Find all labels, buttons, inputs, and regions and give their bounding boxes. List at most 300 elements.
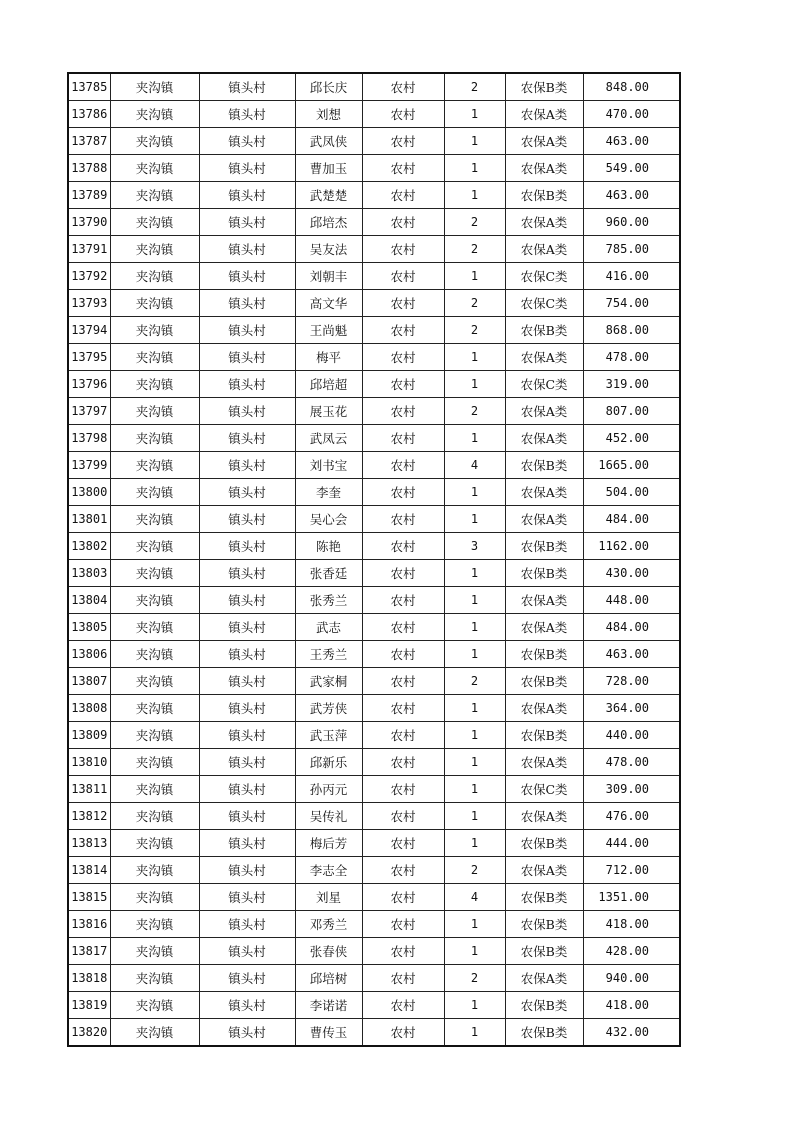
record-id-cell: 13806 xyxy=(68,641,110,668)
member-count-cell: 2 xyxy=(444,398,505,425)
table-row xyxy=(68,830,680,857)
insurance-category-cell: 农保B类 xyxy=(505,182,583,209)
person-name-cell: 吴友法 xyxy=(295,236,362,263)
person-name-cell: 武志 xyxy=(295,614,362,641)
town-cell: 夹沟镇 xyxy=(110,560,199,587)
member-count-cell: 3 xyxy=(444,533,505,560)
person-name-cell: 展玉花 xyxy=(295,398,362,425)
village-cell: 镇头村 xyxy=(199,1019,295,1047)
insurance-category-cell: 农保A类 xyxy=(505,614,583,641)
insurance-category-cell: 农保A类 xyxy=(505,857,583,884)
table-row xyxy=(68,263,680,290)
amount-cell: 848.00 xyxy=(583,73,680,101)
table-row xyxy=(68,776,680,803)
household-type-cell: 农村 xyxy=(362,101,444,128)
insurance-category-cell: 农保A类 xyxy=(505,398,583,425)
person-name-cell: 李奎 xyxy=(295,479,362,506)
amount-cell: 418.00 xyxy=(583,911,680,938)
household-type-cell: 农村 xyxy=(362,749,444,776)
amount-cell: 416.00 xyxy=(583,263,680,290)
household-type-cell: 农村 xyxy=(362,452,444,479)
amount-cell: 309.00 xyxy=(583,776,680,803)
insurance-category-cell: 农保B类 xyxy=(505,73,583,101)
insurance-category-cell: 农保A类 xyxy=(505,479,583,506)
village-cell: 镇头村 xyxy=(199,73,295,101)
person-name-cell: 邱长庆 xyxy=(295,73,362,101)
record-id-cell: 13799 xyxy=(68,452,110,479)
member-count-cell: 1 xyxy=(444,128,505,155)
person-name-cell: 武玉萍 xyxy=(295,722,362,749)
village-cell: 镇头村 xyxy=(199,857,295,884)
record-id-cell: 13817 xyxy=(68,938,110,965)
town-cell: 夹沟镇 xyxy=(110,830,199,857)
person-name-cell: 邱培超 xyxy=(295,371,362,398)
record-id-cell: 13820 xyxy=(68,1019,110,1047)
table-row xyxy=(68,1019,680,1047)
village-cell: 镇头村 xyxy=(199,263,295,290)
amount-cell: 868.00 xyxy=(583,317,680,344)
member-count-cell: 1 xyxy=(444,371,505,398)
member-count-cell: 1 xyxy=(444,587,505,614)
town-cell: 夹沟镇 xyxy=(110,452,199,479)
record-id-cell: 13811 xyxy=(68,776,110,803)
village-cell: 镇头村 xyxy=(199,695,295,722)
town-cell: 夹沟镇 xyxy=(110,506,199,533)
insurance-category-cell: 农保A类 xyxy=(505,236,583,263)
member-count-cell: 1 xyxy=(444,263,505,290)
amount-cell: 478.00 xyxy=(583,344,680,371)
table-row xyxy=(68,965,680,992)
village-cell: 镇头村 xyxy=(199,101,295,128)
town-cell: 夹沟镇 xyxy=(110,263,199,290)
data-sheet xyxy=(67,72,679,1047)
member-count-cell: 2 xyxy=(444,290,505,317)
member-count-cell: 1 xyxy=(444,101,505,128)
person-name-cell: 孙丙元 xyxy=(295,776,362,803)
member-count-cell: 1 xyxy=(444,344,505,371)
village-cell: 镇头村 xyxy=(199,938,295,965)
table-row xyxy=(68,209,680,236)
village-cell: 镇头村 xyxy=(199,803,295,830)
insurance-category-cell: 农保A类 xyxy=(505,425,583,452)
person-name-cell: 邱培杰 xyxy=(295,209,362,236)
person-name-cell: 武凤云 xyxy=(295,425,362,452)
member-count-cell: 1 xyxy=(444,803,505,830)
household-type-cell: 农村 xyxy=(362,884,444,911)
household-type-cell: 农村 xyxy=(362,965,444,992)
member-count-cell: 1 xyxy=(444,182,505,209)
person-name-cell: 王秀兰 xyxy=(295,641,362,668)
town-cell: 夹沟镇 xyxy=(110,992,199,1019)
town-cell: 夹沟镇 xyxy=(110,938,199,965)
table-row xyxy=(68,506,680,533)
insurance-category-cell: 农保A类 xyxy=(505,344,583,371)
person-name-cell: 邱新乐 xyxy=(295,749,362,776)
member-count-cell: 1 xyxy=(444,641,505,668)
member-count-cell: 1 xyxy=(444,425,505,452)
person-name-cell: 李诺诺 xyxy=(295,992,362,1019)
household-type-cell: 农村 xyxy=(362,263,444,290)
member-count-cell: 1 xyxy=(444,938,505,965)
member-count-cell: 1 xyxy=(444,776,505,803)
table-body xyxy=(68,73,680,1046)
record-id-cell: 13798 xyxy=(68,425,110,452)
record-id-cell: 13791 xyxy=(68,236,110,263)
table-row xyxy=(68,128,680,155)
insurance-category-cell: 农保B类 xyxy=(505,533,583,560)
town-cell: 夹沟镇 xyxy=(110,1019,199,1047)
record-id-cell: 13790 xyxy=(68,209,110,236)
record-id-cell: 13805 xyxy=(68,614,110,641)
record-id-cell: 13785 xyxy=(68,73,110,101)
member-count-cell: 2 xyxy=(444,236,505,263)
town-cell: 夹沟镇 xyxy=(110,479,199,506)
household-type-cell: 农村 xyxy=(362,209,444,236)
village-cell: 镇头村 xyxy=(199,587,295,614)
village-cell: 镇头村 xyxy=(199,452,295,479)
table-row xyxy=(68,344,680,371)
town-cell: 夹沟镇 xyxy=(110,398,199,425)
record-id-cell: 13787 xyxy=(68,128,110,155)
insurance-category-cell: 农保A类 xyxy=(505,587,583,614)
record-id-cell: 13793 xyxy=(68,290,110,317)
household-type-cell: 农村 xyxy=(362,560,444,587)
town-cell: 夹沟镇 xyxy=(110,371,199,398)
record-id-cell: 13794 xyxy=(68,317,110,344)
member-count-cell: 2 xyxy=(444,668,505,695)
table-row xyxy=(68,614,680,641)
record-id-cell: 13796 xyxy=(68,371,110,398)
table-row xyxy=(68,155,680,182)
record-id-cell: 13810 xyxy=(68,749,110,776)
insurance-category-cell: 农保A类 xyxy=(505,749,583,776)
record-id-cell: 13786 xyxy=(68,101,110,128)
household-type-cell: 农村 xyxy=(362,695,444,722)
person-name-cell: 刘想 xyxy=(295,101,362,128)
amount-cell: 478.00 xyxy=(583,749,680,776)
amount-cell: 432.00 xyxy=(583,1019,680,1047)
table-row xyxy=(68,452,680,479)
town-cell: 夹沟镇 xyxy=(110,155,199,182)
insurance-category-cell: 农保A类 xyxy=(505,155,583,182)
amount-cell: 418.00 xyxy=(583,992,680,1019)
record-id-cell: 13818 xyxy=(68,965,110,992)
insurance-category-cell: 农保A类 xyxy=(505,506,583,533)
town-cell: 夹沟镇 xyxy=(110,290,199,317)
town-cell: 夹沟镇 xyxy=(110,587,199,614)
village-cell: 镇头村 xyxy=(199,398,295,425)
village-cell: 镇头村 xyxy=(199,830,295,857)
amount-cell: 319.00 xyxy=(583,371,680,398)
insurance-category-cell: 农保A类 xyxy=(505,695,583,722)
table-row xyxy=(68,722,680,749)
table-row xyxy=(68,938,680,965)
record-id-cell: 13807 xyxy=(68,668,110,695)
person-name-cell: 曹加玉 xyxy=(295,155,362,182)
table-row xyxy=(68,749,680,776)
record-id-cell: 13808 xyxy=(68,695,110,722)
insurance-category-cell: 农保B类 xyxy=(505,317,583,344)
amount-cell: 728.00 xyxy=(583,668,680,695)
person-name-cell: 张秀兰 xyxy=(295,587,362,614)
insurance-category-cell: 农保B类 xyxy=(505,668,583,695)
record-id-cell: 13819 xyxy=(68,992,110,1019)
person-name-cell: 梅平 xyxy=(295,344,362,371)
person-name-cell: 武楚楚 xyxy=(295,182,362,209)
table-row xyxy=(68,182,680,209)
household-type-cell: 农村 xyxy=(362,371,444,398)
insurance-category-cell: 农保B类 xyxy=(505,722,583,749)
amount-cell: 428.00 xyxy=(583,938,680,965)
insurance-category-cell: 农保B类 xyxy=(505,992,583,1019)
household-type-cell: 农村 xyxy=(362,182,444,209)
person-name-cell: 刘书宝 xyxy=(295,452,362,479)
household-type-cell: 农村 xyxy=(362,479,444,506)
household-type-cell: 农村 xyxy=(362,614,444,641)
town-cell: 夹沟镇 xyxy=(110,695,199,722)
member-count-cell: 1 xyxy=(444,560,505,587)
person-name-cell: 曹传玉 xyxy=(295,1019,362,1047)
village-cell: 镇头村 xyxy=(199,344,295,371)
amount-cell: 1162.00 xyxy=(583,533,680,560)
amount-cell: 463.00 xyxy=(583,182,680,209)
town-cell: 夹沟镇 xyxy=(110,749,199,776)
household-type-cell: 农村 xyxy=(362,155,444,182)
member-count-cell: 1 xyxy=(444,155,505,182)
insurance-category-cell: 农保C类 xyxy=(505,776,583,803)
table-row xyxy=(68,911,680,938)
town-cell: 夹沟镇 xyxy=(110,965,199,992)
amount-cell: 476.00 xyxy=(583,803,680,830)
amount-cell: 444.00 xyxy=(583,830,680,857)
insurance-category-cell: 农保A类 xyxy=(505,803,583,830)
village-cell: 镇头村 xyxy=(199,722,295,749)
person-name-cell: 刘朝丰 xyxy=(295,263,362,290)
household-type-cell: 农村 xyxy=(362,317,444,344)
village-cell: 镇头村 xyxy=(199,911,295,938)
insurance-category-cell: 农保B类 xyxy=(505,938,583,965)
person-name-cell: 王尚魁 xyxy=(295,317,362,344)
insurance-category-cell: 农保B类 xyxy=(505,911,583,938)
record-id-cell: 13816 xyxy=(68,911,110,938)
record-id-cell: 13797 xyxy=(68,398,110,425)
insurance-category-cell: 农保A类 xyxy=(505,128,583,155)
table-row xyxy=(68,992,680,1019)
table-row xyxy=(68,290,680,317)
town-cell: 夹沟镇 xyxy=(110,722,199,749)
table-row xyxy=(68,668,680,695)
town-cell: 夹沟镇 xyxy=(110,182,199,209)
amount-cell: 430.00 xyxy=(583,560,680,587)
town-cell: 夹沟镇 xyxy=(110,668,199,695)
household-type-cell: 农村 xyxy=(362,587,444,614)
household-type-cell: 农村 xyxy=(362,722,444,749)
village-cell: 镇头村 xyxy=(199,614,295,641)
table-row xyxy=(68,857,680,884)
insurance-category-cell: 农保B类 xyxy=(505,1019,583,1047)
record-id-cell: 13812 xyxy=(68,803,110,830)
household-type-cell: 农村 xyxy=(362,533,444,560)
member-count-cell: 1 xyxy=(444,479,505,506)
household-type-cell: 农村 xyxy=(362,398,444,425)
person-name-cell: 武芳侠 xyxy=(295,695,362,722)
record-id-cell: 13802 xyxy=(68,533,110,560)
member-count-cell: 2 xyxy=(444,73,505,101)
village-cell: 镇头村 xyxy=(199,479,295,506)
village-cell: 镇头村 xyxy=(199,560,295,587)
member-count-cell: 1 xyxy=(444,722,505,749)
amount-cell: 484.00 xyxy=(583,506,680,533)
household-type-cell: 农村 xyxy=(362,668,444,695)
person-name-cell: 吴传礼 xyxy=(295,803,362,830)
member-count-cell: 2 xyxy=(444,965,505,992)
record-id-cell: 13813 xyxy=(68,830,110,857)
amount-cell: 448.00 xyxy=(583,587,680,614)
village-cell: 镇头村 xyxy=(199,506,295,533)
amount-cell: 470.00 xyxy=(583,101,680,128)
household-type-cell: 农村 xyxy=(362,911,444,938)
town-cell: 夹沟镇 xyxy=(110,344,199,371)
record-id-cell: 13800 xyxy=(68,479,110,506)
household-type-cell: 农村 xyxy=(362,857,444,884)
amount-cell: 712.00 xyxy=(583,857,680,884)
person-name-cell: 李志全 xyxy=(295,857,362,884)
record-id-cell: 13789 xyxy=(68,182,110,209)
household-type-cell: 农村 xyxy=(362,344,444,371)
member-count-cell: 2 xyxy=(444,857,505,884)
insurance-category-cell: 农保B类 xyxy=(505,452,583,479)
amount-cell: 785.00 xyxy=(583,236,680,263)
table-row xyxy=(68,371,680,398)
village-cell: 镇头村 xyxy=(199,182,295,209)
person-name-cell: 陈艳 xyxy=(295,533,362,560)
person-name-cell: 刘星 xyxy=(295,884,362,911)
record-id-cell: 13803 xyxy=(68,560,110,587)
record-id-cell: 13788 xyxy=(68,155,110,182)
record-id-cell: 13809 xyxy=(68,722,110,749)
table-row xyxy=(68,425,680,452)
town-cell: 夹沟镇 xyxy=(110,533,199,560)
table-row xyxy=(68,695,680,722)
person-name-cell: 邱培树 xyxy=(295,965,362,992)
town-cell: 夹沟镇 xyxy=(110,884,199,911)
table-row xyxy=(68,560,680,587)
household-type-cell: 农村 xyxy=(362,128,444,155)
member-count-cell: 1 xyxy=(444,506,505,533)
table-row xyxy=(68,236,680,263)
household-type-cell: 农村 xyxy=(362,803,444,830)
record-id-cell: 13792 xyxy=(68,263,110,290)
household-type-cell: 农村 xyxy=(362,73,444,101)
amount-cell: 1351.00 xyxy=(583,884,680,911)
member-count-cell: 4 xyxy=(444,884,505,911)
town-cell: 夹沟镇 xyxy=(110,425,199,452)
amount-cell: 754.00 xyxy=(583,290,680,317)
person-name-cell: 高文华 xyxy=(295,290,362,317)
village-cell: 镇头村 xyxy=(199,641,295,668)
member-count-cell: 2 xyxy=(444,317,505,344)
amount-cell: 1665.00 xyxy=(583,452,680,479)
town-cell: 夹沟镇 xyxy=(110,317,199,344)
insurance-category-cell: 农保C类 xyxy=(505,290,583,317)
amount-cell: 440.00 xyxy=(583,722,680,749)
town-cell: 夹沟镇 xyxy=(110,73,199,101)
table-row xyxy=(68,479,680,506)
member-count-cell: 1 xyxy=(444,614,505,641)
household-type-cell: 农村 xyxy=(362,1019,444,1047)
household-type-cell: 农村 xyxy=(362,830,444,857)
record-id-cell: 13815 xyxy=(68,884,110,911)
member-count-cell: 1 xyxy=(444,1019,505,1047)
town-cell: 夹沟镇 xyxy=(110,776,199,803)
record-id-cell: 13814 xyxy=(68,857,110,884)
insurance-category-cell: 农保C类 xyxy=(505,263,583,290)
table-row xyxy=(68,533,680,560)
person-name-cell: 张香廷 xyxy=(295,560,362,587)
village-cell: 镇头村 xyxy=(199,155,295,182)
table-row xyxy=(68,884,680,911)
person-name-cell: 武家桐 xyxy=(295,668,362,695)
household-type-cell: 农村 xyxy=(362,425,444,452)
person-name-cell: 武凤侠 xyxy=(295,128,362,155)
amount-cell: 452.00 xyxy=(583,425,680,452)
person-name-cell: 梅后芳 xyxy=(295,830,362,857)
member-count-cell: 1 xyxy=(444,749,505,776)
village-cell: 镇头村 xyxy=(199,290,295,317)
insurance-category-cell: 农保B类 xyxy=(505,560,583,587)
town-cell: 夹沟镇 xyxy=(110,209,199,236)
record-id-cell: 13804 xyxy=(68,587,110,614)
town-cell: 夹沟镇 xyxy=(110,236,199,263)
insurance-category-cell: 农保B类 xyxy=(505,641,583,668)
household-type-cell: 农村 xyxy=(362,776,444,803)
town-cell: 夹沟镇 xyxy=(110,641,199,668)
member-count-cell: 4 xyxy=(444,452,505,479)
town-cell: 夹沟镇 xyxy=(110,128,199,155)
village-cell: 镇头村 xyxy=(199,884,295,911)
member-count-cell: 2 xyxy=(444,209,505,236)
person-name-cell: 邓秀兰 xyxy=(295,911,362,938)
amount-cell: 504.00 xyxy=(583,479,680,506)
table-row xyxy=(68,317,680,344)
village-cell: 镇头村 xyxy=(199,425,295,452)
town-cell: 夹沟镇 xyxy=(110,101,199,128)
amount-cell: 960.00 xyxy=(583,209,680,236)
household-type-cell: 农村 xyxy=(362,992,444,1019)
insurance-category-cell: 农保A类 xyxy=(505,965,583,992)
village-cell: 镇头村 xyxy=(199,209,295,236)
village-cell: 镇头村 xyxy=(199,965,295,992)
insurance-category-cell: 农保B类 xyxy=(505,884,583,911)
table-row xyxy=(68,73,680,101)
insurance-category-cell: 农保B类 xyxy=(505,830,583,857)
insurance-category-cell: 农保C类 xyxy=(505,371,583,398)
village-cell: 镇头村 xyxy=(199,236,295,263)
table-row xyxy=(68,101,680,128)
records-table xyxy=(67,72,681,1047)
village-cell: 镇头村 xyxy=(199,776,295,803)
amount-cell: 549.00 xyxy=(583,155,680,182)
record-id-cell: 13801 xyxy=(68,506,110,533)
household-type-cell: 农村 xyxy=(362,290,444,317)
household-type-cell: 农村 xyxy=(362,641,444,668)
village-cell: 镇头村 xyxy=(199,992,295,1019)
member-count-cell: 1 xyxy=(444,911,505,938)
village-cell: 镇头村 xyxy=(199,317,295,344)
record-id-cell: 13795 xyxy=(68,344,110,371)
amount-cell: 807.00 xyxy=(583,398,680,425)
town-cell: 夹沟镇 xyxy=(110,803,199,830)
